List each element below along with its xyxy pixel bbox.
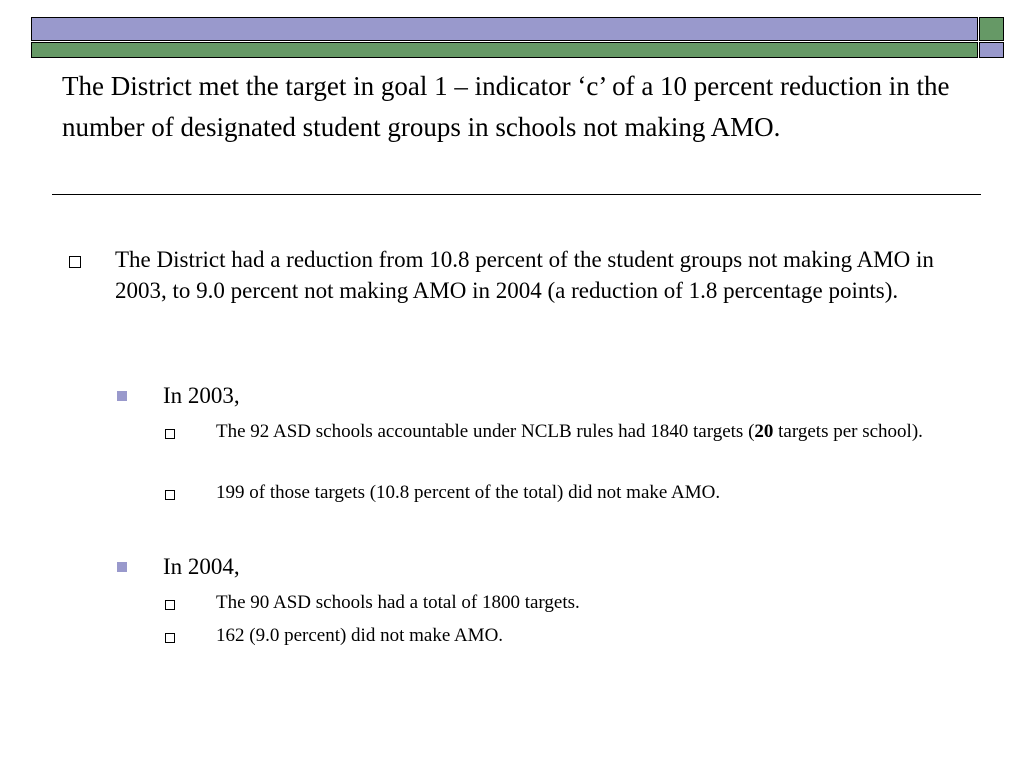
header-bar-bottom — [31, 42, 978, 58]
hollow-square-bullet-icon — [165, 633, 175, 643]
filled-square-bullet-icon — [117, 391, 127, 401]
title-divider — [52, 194, 981, 195]
bullet-2003-targets — [216, 418, 956, 445]
slide-title: The District met the target in goal 1 – indicator ‘c’ of a 10 percent reduction in the number of designated student groups in schools not making AMO. — [62, 71, 950, 142]
hollow-square-bullet-icon — [165, 429, 175, 439]
bullet-2003-targets-bold: 20 — [754, 421, 774, 442]
header-square-bottom — [979, 42, 1004, 58]
filled-square-bullet-icon — [117, 562, 127, 572]
bullet-2003-targets-text-before: The 92 ASD schools accountable under NCLB rules had 1840 targets ( — [216, 421, 755, 442]
bullet-2003-targets-text-after: targets per school). — [773, 421, 923, 442]
hollow-square-bullet-icon — [165, 490, 175, 500]
bullet-2003-missed: 199 of those targets (10.8 percent of the total) did not make AMO. — [216, 482, 721, 503]
header-square-top — [979, 17, 1004, 41]
hollow-square-bullet-icon — [165, 600, 175, 610]
hollow-square-bullet-icon — [69, 256, 81, 268]
bullet-2004-targets: The 90 ASD schools had a total of 1800 targets. — [216, 592, 580, 613]
bullet-reduction-summary: The District had a reduction from 10.8 percent of the student groups not making AMO in 2003, to 9.0 percent not making AMO in 2004 (a reduction of 1.8 percentage points). — [115, 247, 934, 303]
bullet-2004-label: In 2004, — [163, 554, 240, 579]
header-bar-top — [31, 17, 978, 41]
bullet-2004-missed: 162 (9.0 percent) did not make AMO. — [216, 625, 504, 646]
bullet-2003-label: In 2003, — [163, 383, 240, 408]
